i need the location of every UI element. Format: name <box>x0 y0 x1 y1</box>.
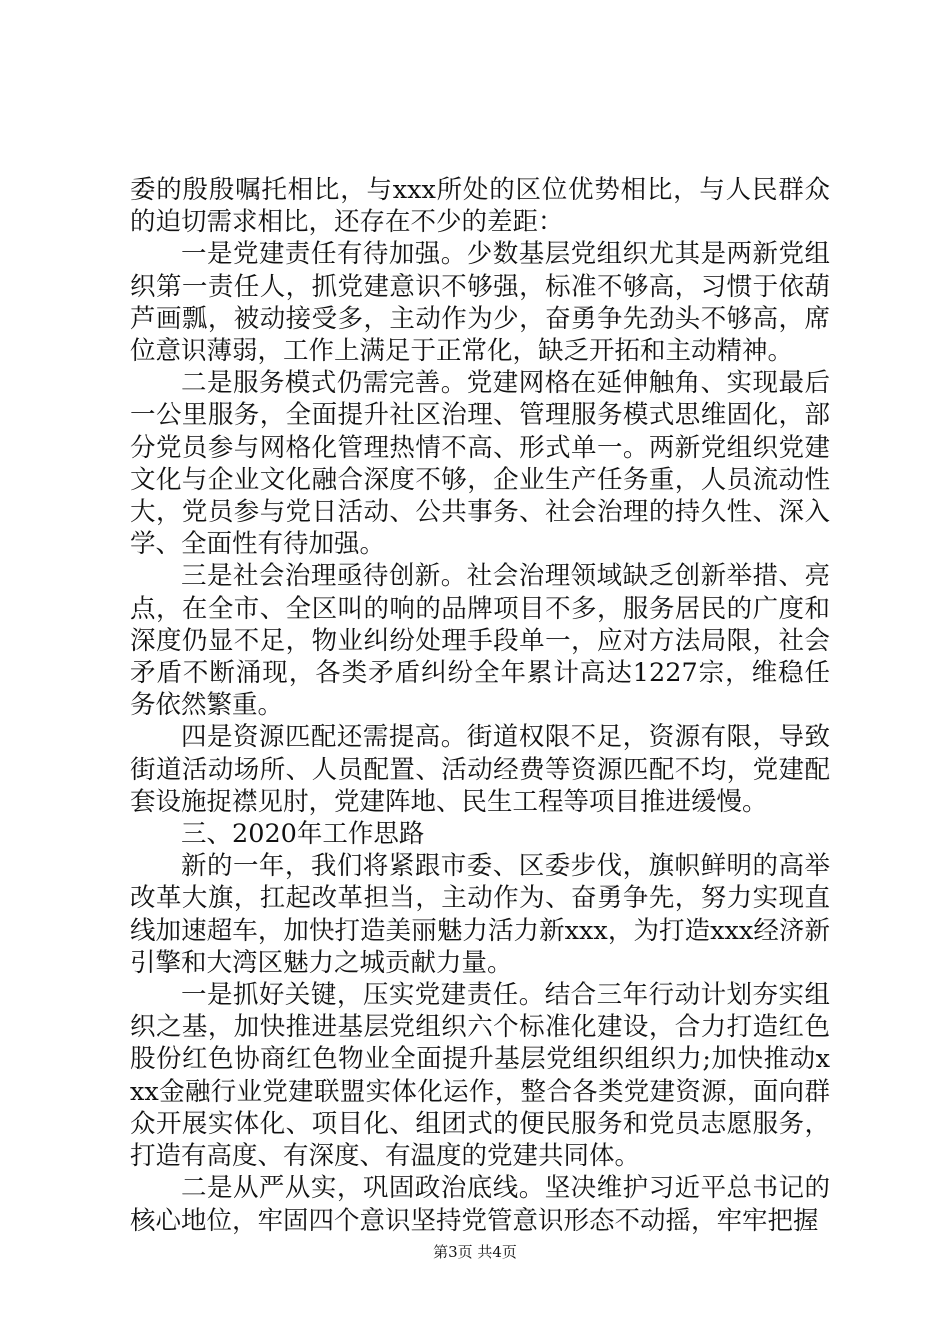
paragraph-resource-matching: 四是资源匹配还需提高。街道权限不足，资源有限，导致街道活动场所、人员配置、活动经费等资源匹配不均，党建配套设施捉襟见肘，党建阵地、民生工程等项目推进缓慢。 <box>130 722 830 817</box>
paragraph-new-year: 新的一年，我们将紧跟市委、区委步伐，旗帜鲜明的高举改革大旗，扛起改革担当，主动作为、奋勇争先，努力实现直线加速超车，加快打造美丽魅力活力新xxx，为打造xxx经济新引擎和大湾区魅力之城贡献力量。 <box>130 851 830 978</box>
paragraph-service-model: 二是服务模式仍需完善。党建网格在延伸触角、实现最后一公里服务，全面提升社区治理、管理服务模式思维固化，部分党员参与网格化管理热情不高、形式单一。两新党组织党建文化与企业文化融合深度不够，企业生产任务重，人员流动性大，党员参与党日活动、公共事务、社会治理的持久性、深入学、全面性有待加强。 <box>130 368 830 560</box>
paragraph-social-governance: 三是社会治理亟待创新。社会治理领域缺乏创新举措、亮点，在全市、全区叫的响的品牌项目不多，服务居民的广度和深度仍显不足，物业纠纷处理手段单一，应对方法局限，社会矛盾不断涌现，各类矛盾纠纷全年累计高达1227宗，维稳任务依然繁重。 <box>130 561 830 721</box>
paragraph-party-responsibility: 一是党建责任有待加强。少数基层党组织尤其是两新党组织第一责任人，抓党建意识不够强，标准不够高，习惯于依葫芦画瓢，被动接受多，主动作为少，奋勇争先劲头不够高，席位意识薄弱，工作上满足于正常化，缺乏开拓和主动精神。 <box>130 239 830 367</box>
document-body <box>130 174 830 1237</box>
page-footer: 第3页 共4页 <box>433 1243 517 1261</box>
paragraph-key-tasks: 一是抓好关键，压实党建责任。结合三年行动计划夯实组织之基，加快推进基层党组织六个标准化建设，合力打造红色股份红色协商红色物业全面提升基层党组织组织力;加快推动xxx金融行业党建联盟实体化运作，整合各类党建资源，面向群众开展实体化、项目化、组团式的便民服务和党员志愿服务，打造有高度、有深度、有温度的党建共同体。 <box>130 980 830 1172</box>
paragraph-political-bottom-line: 二是从严从实，巩固政治底线。坚决维护习近平总书记的核心地位，牢固四个意识坚持党管意识形态不动摇，牢牢把握 <box>130 1173 830 1236</box>
section-heading-2020-plan: 三、2020年工作思路 <box>181 819 425 850</box>
paragraph-continuation: 委的殷殷嘱托相比，与xxx所处的区位优势相比，与人民群众的迫切需求相比，还存在不少的差距： <box>130 175 830 238</box>
